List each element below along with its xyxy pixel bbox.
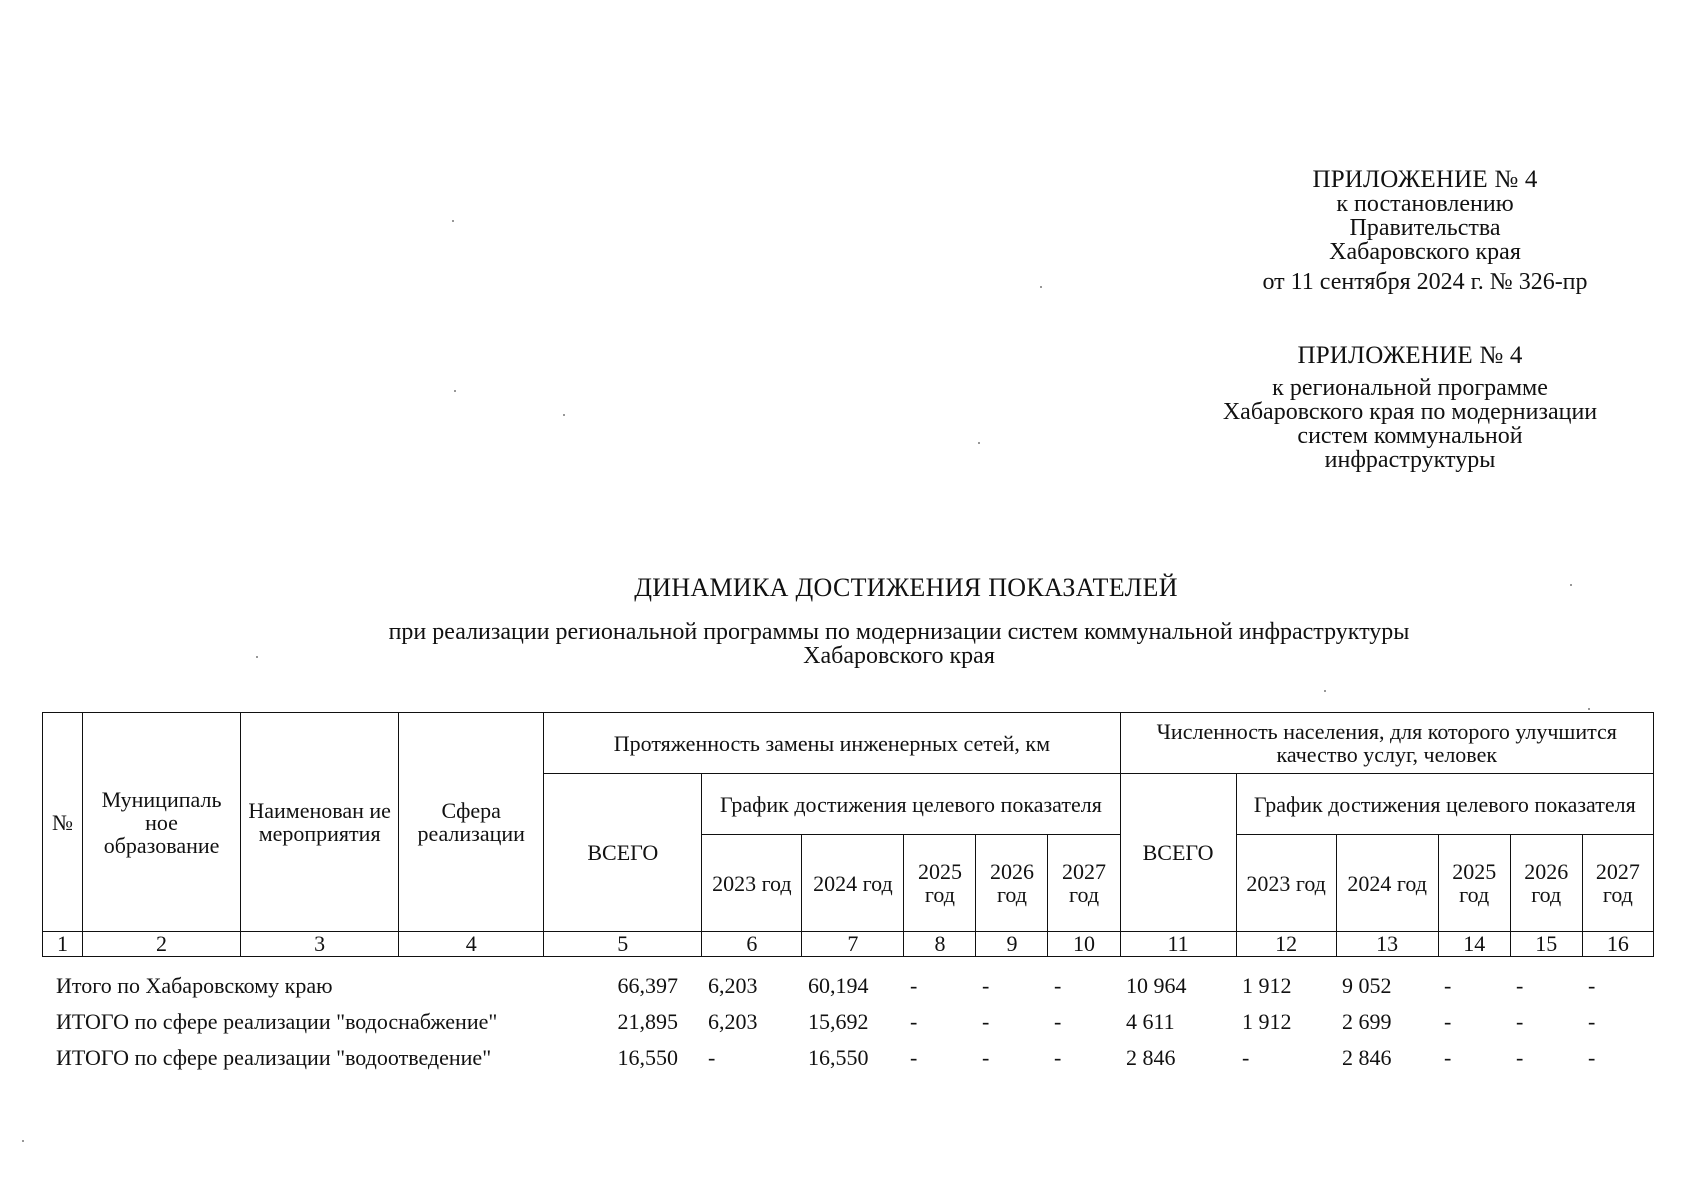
value-cell: 60,194 <box>808 973 869 998</box>
column-number: 14 <box>1438 932 1510 957</box>
year-header: 2025 год <box>1438 835 1510 932</box>
indicators-table-header <box>42 712 1654 957</box>
year-header: 2026 год <box>976 835 1048 932</box>
networks-schedule-header: График достижения целевого показателя <box>702 774 1120 835</box>
group-header-networks: Протяженность замены инженерных сетей, км <box>544 713 1120 774</box>
value-cell: 1 912 <box>1242 973 1292 998</box>
table-row <box>48 1040 1660 1076</box>
value-cell: - <box>910 973 918 998</box>
scan-speck <box>1324 690 1326 692</box>
value-cell: 2 846 <box>1342 1045 1392 1070</box>
scan-speck <box>452 220 454 222</box>
program-appendix-line: инфраструктуры <box>1324 447 1496 473</box>
scan-speck <box>1040 286 1042 288</box>
value-cell: - <box>1242 1045 1250 1070</box>
decree-appendix-block <box>1190 168 1660 294</box>
value-cell: 16,550 <box>617 1045 678 1070</box>
year-header: 2024 год <box>1336 835 1438 932</box>
value-cell: 2 699 <box>1342 1009 1392 1034</box>
table-row <box>48 968 1660 1004</box>
program-appendix-title: ПРИЛОЖЕНИЕ № 4 <box>1297 342 1523 369</box>
column-number: 15 <box>1510 932 1582 957</box>
decree-appendix-line: к постановлению <box>1336 191 1514 217</box>
value-cell: - <box>1588 973 1596 998</box>
col-header-municipality: Муниципаль ное образование <box>83 713 241 932</box>
column-number: 9 <box>976 932 1048 957</box>
row-label: ИТОГО по сфере реализации "водоснабжение" <box>56 1009 498 1034</box>
scan-speck <box>22 1140 24 1142</box>
decree-appendix-line: Хабаровского края <box>1329 239 1521 265</box>
value-cell: 16,550 <box>808 1045 869 1070</box>
document-subtitle-line: Хабаровского края <box>803 643 995 669</box>
value-cell: - <box>1444 973 1452 998</box>
value-cell: 2 846 <box>1126 1045 1176 1070</box>
program-appendix-line: систем коммунальной <box>1297 423 1523 449</box>
scan-speck <box>1570 584 1572 586</box>
value-cell: - <box>982 973 990 998</box>
column-number: 7 <box>802 932 904 957</box>
networks-total-header: ВСЕГО <box>544 774 702 932</box>
value-cell: - <box>1516 1045 1524 1070</box>
value-cell: - <box>1054 973 1062 998</box>
document-title: ДИНАМИКА ДОСТИЖЕНИЯ ПОКАЗАТЕЛЕЙ <box>634 573 1178 602</box>
year-header: 2027 год <box>1048 835 1120 932</box>
column-number: 16 <box>1582 932 1653 957</box>
value-cell: - <box>1516 1009 1524 1034</box>
value-cell: 9 052 <box>1342 973 1392 998</box>
value-cell: - <box>1444 1009 1452 1034</box>
document-subtitle <box>96 620 1702 668</box>
value-cell: - <box>910 1045 918 1070</box>
value-cell: - <box>982 1009 990 1034</box>
scan-speck <box>978 442 980 444</box>
population-schedule-header: График достижения целевого показателя <box>1236 774 1653 835</box>
row-label: Итого по Хабаровскому краю <box>56 973 333 998</box>
column-number: 11 <box>1120 932 1236 957</box>
scan-speck <box>256 656 258 658</box>
year-header: 2023 год <box>1236 835 1336 932</box>
year-header: 2023 год <box>702 835 802 932</box>
column-number: 3 <box>241 932 399 957</box>
table-row <box>48 1004 1660 1040</box>
decree-appendix-line: Правительства <box>1349 215 1501 241</box>
scan-speck <box>563 414 565 416</box>
scan-speck <box>454 390 456 392</box>
column-number: 13 <box>1336 932 1438 957</box>
column-number: 1 <box>43 932 83 957</box>
col-header-number: № <box>43 713 83 932</box>
totals-table <box>48 968 1660 1076</box>
value-cell: 21,895 <box>617 1009 678 1034</box>
value-cell: 10 964 <box>1126 973 1187 998</box>
value-cell: - <box>1588 1045 1596 1070</box>
col-header-event: Наименован ие мероприятия <box>241 713 399 932</box>
year-header: 2026 год <box>1510 835 1582 932</box>
year-header: 2027 год <box>1582 835 1653 932</box>
value-cell: - <box>1516 973 1524 998</box>
value-cell: - <box>1054 1009 1062 1034</box>
year-header: 2025 год <box>904 835 976 932</box>
value-cell: - <box>1444 1045 1452 1070</box>
group-header-population: Численность населения, для которого улучшится качество услуг, человек <box>1120 713 1653 774</box>
column-number: 4 <box>399 932 544 957</box>
decree-appendix-title: ПРИЛОЖЕНИЕ № 4 <box>1312 166 1538 193</box>
value-cell: 4 611 <box>1126 1009 1175 1034</box>
column-number: 6 <box>702 932 802 957</box>
program-appendix-line: к региональной программе <box>1272 375 1548 401</box>
column-number: 10 <box>1048 932 1120 957</box>
document-heading <box>0 574 1702 668</box>
value-cell: 6,203 <box>708 1009 758 1034</box>
document-subtitle-line: при реализации региональной программы по модернизации систем коммунальной инфраструктуры <box>388 619 1410 645</box>
column-number: 2 <box>83 932 241 957</box>
value-cell: - <box>708 1045 716 1070</box>
column-number: 5 <box>544 932 702 957</box>
value-cell: 15,692 <box>808 1009 869 1034</box>
program-appendix-block <box>1160 344 1660 472</box>
population-total-header: ВСЕГО <box>1120 774 1236 932</box>
column-number: 8 <box>904 932 976 957</box>
value-cell: - <box>982 1045 990 1070</box>
year-header: 2024 год <box>802 835 904 932</box>
value-cell: - <box>910 1009 918 1034</box>
value-cell: - <box>1588 1009 1596 1034</box>
scan-speck <box>1588 708 1590 710</box>
value-cell: - <box>1054 1045 1062 1070</box>
column-number: 12 <box>1236 932 1336 957</box>
col-header-sphere: Сфера реализации <box>399 713 544 932</box>
value-cell: 66,397 <box>617 973 678 998</box>
value-cell: 6,203 <box>708 973 758 998</box>
program-appendix-line: Хабаровского края по модернизации <box>1222 399 1598 425</box>
row-label: ИТОГО по сфере реализации "водоотведение" <box>56 1045 492 1070</box>
value-cell: 1 912 <box>1242 1009 1292 1034</box>
decree-date: от 11 сентября 2024 г. № 326-пр <box>1262 269 1588 295</box>
